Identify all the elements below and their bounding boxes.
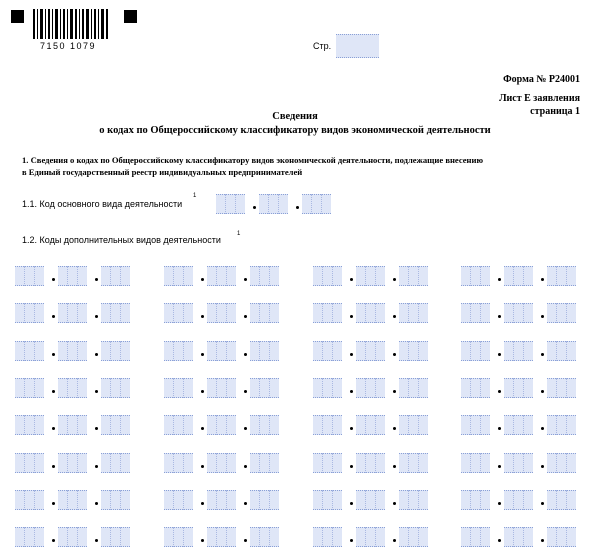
additional-code-field[interactable] bbox=[547, 453, 576, 473]
additional-code-field[interactable] bbox=[504, 303, 533, 323]
code-separator-dot bbox=[244, 427, 247, 430]
additional-code-field[interactable] bbox=[399, 266, 428, 286]
code-separator-dot bbox=[350, 353, 353, 356]
additional-code-field[interactable] bbox=[15, 378, 44, 398]
additional-code-field[interactable] bbox=[250, 453, 279, 473]
code-separator-dot bbox=[52, 390, 55, 393]
code-separator-dot bbox=[350, 502, 353, 505]
code-separator-dot bbox=[253, 206, 256, 209]
additional-code-field[interactable] bbox=[164, 527, 193, 547]
additional-code-field[interactable] bbox=[504, 341, 533, 361]
code-separator-dot bbox=[95, 278, 98, 281]
code-separator-dot bbox=[296, 206, 299, 209]
sheet-label: Лист Е заявления bbox=[499, 93, 580, 104]
main-activity-code-field-3[interactable] bbox=[302, 194, 331, 214]
code-separator-dot bbox=[52, 427, 55, 430]
additional-code-field[interactable] bbox=[164, 266, 193, 286]
additional-code-field[interactable] bbox=[461, 303, 490, 323]
code-separator-dot bbox=[244, 390, 247, 393]
code-separator-dot bbox=[498, 390, 501, 393]
additional-code-field[interactable] bbox=[547, 415, 576, 435]
code-separator-dot bbox=[393, 315, 396, 318]
additional-code-field[interactable] bbox=[461, 453, 490, 473]
additional-code-field[interactable] bbox=[547, 266, 576, 286]
additional-code-field[interactable] bbox=[58, 490, 87, 510]
additional-code-field[interactable] bbox=[250, 266, 279, 286]
barcode-number: 7150 1079 bbox=[40, 41, 97, 51]
code-separator-dot bbox=[498, 315, 501, 318]
additional-code-field[interactable] bbox=[58, 378, 87, 398]
code-separator-dot bbox=[393, 353, 396, 356]
code-separator-dot bbox=[52, 353, 55, 356]
additional-code-field[interactable] bbox=[164, 303, 193, 323]
additional-code-field[interactable] bbox=[313, 453, 342, 473]
code-separator-dot bbox=[498, 278, 501, 281]
additional-code-field[interactable] bbox=[504, 453, 533, 473]
page-label: Стр. bbox=[313, 41, 332, 51]
code-separator-dot bbox=[95, 465, 98, 468]
code-separator-dot bbox=[541, 278, 544, 281]
item-1-1-label: 1.1. Код основного вида деятельности bbox=[22, 199, 183, 209]
code-separator-dot bbox=[350, 465, 353, 468]
code-separator-dot bbox=[393, 390, 396, 393]
additional-code-field[interactable] bbox=[356, 453, 385, 473]
additional-code-field[interactable] bbox=[313, 378, 342, 398]
additional-code-field[interactable] bbox=[58, 341, 87, 361]
code-separator-dot bbox=[350, 278, 353, 281]
additional-code-field[interactable] bbox=[313, 341, 342, 361]
code-separator-dot bbox=[498, 502, 501, 505]
code-separator-dot bbox=[244, 315, 247, 318]
additional-code-field[interactable] bbox=[101, 453, 130, 473]
additional-code-field[interactable] bbox=[207, 266, 236, 286]
code-separator-dot bbox=[393, 465, 396, 468]
additional-code-field[interactable] bbox=[504, 378, 533, 398]
page-of-sheet: страница 1 bbox=[530, 106, 580, 117]
additional-code-field[interactable] bbox=[547, 341, 576, 361]
item-1-1-footnote: 1 bbox=[193, 193, 197, 199]
additional-code-field[interactable] bbox=[313, 415, 342, 435]
code-separator-dot bbox=[393, 427, 396, 430]
code-separator-dot bbox=[350, 539, 353, 542]
additional-code-field[interactable] bbox=[504, 415, 533, 435]
code-separator-dot bbox=[244, 353, 247, 356]
barcode bbox=[33, 9, 109, 39]
additional-code-field[interactable] bbox=[164, 378, 193, 398]
code-separator-dot bbox=[201, 502, 204, 505]
additional-code-field[interactable] bbox=[399, 415, 428, 435]
additional-code-field[interactable] bbox=[101, 415, 130, 435]
code-separator-dot bbox=[201, 353, 204, 356]
code-separator-dot bbox=[498, 465, 501, 468]
additional-code-field[interactable] bbox=[547, 527, 576, 547]
code-separator-dot bbox=[541, 539, 544, 542]
page-number-field[interactable] bbox=[336, 34, 379, 58]
corner-marker-right bbox=[124, 10, 137, 23]
code-separator-dot bbox=[95, 390, 98, 393]
additional-code-field[interactable] bbox=[399, 453, 428, 473]
additional-code-field[interactable] bbox=[207, 303, 236, 323]
additional-code-field[interactable] bbox=[207, 378, 236, 398]
code-separator-dot bbox=[350, 427, 353, 430]
code-separator-dot bbox=[244, 539, 247, 542]
item-1-2-label: 1.2. Коды дополнительных видов деятельности bbox=[22, 235, 221, 245]
additional-code-field[interactable] bbox=[15, 266, 44, 286]
additional-code-field[interactable] bbox=[356, 303, 385, 323]
code-separator-dot bbox=[350, 315, 353, 318]
additional-code-field[interactable] bbox=[461, 527, 490, 547]
additional-code-field[interactable] bbox=[504, 266, 533, 286]
additional-code-field[interactable] bbox=[461, 415, 490, 435]
code-separator-dot bbox=[201, 539, 204, 542]
additional-code-field[interactable] bbox=[207, 341, 236, 361]
code-separator-dot bbox=[498, 427, 501, 430]
additional-code-field[interactable] bbox=[313, 490, 342, 510]
additional-code-field[interactable] bbox=[15, 453, 44, 473]
code-separator-dot bbox=[393, 278, 396, 281]
additional-code-field[interactable] bbox=[15, 415, 44, 435]
additional-code-field[interactable] bbox=[58, 527, 87, 547]
additional-code-field[interactable] bbox=[399, 303, 428, 323]
code-separator-dot bbox=[244, 465, 247, 468]
additional-code-field[interactable] bbox=[164, 453, 193, 473]
additional-code-field[interactable] bbox=[461, 266, 490, 286]
additional-code-field[interactable] bbox=[504, 490, 533, 510]
additional-code-field[interactable] bbox=[399, 527, 428, 547]
additional-code-field[interactable] bbox=[101, 266, 130, 286]
additional-code-field[interactable] bbox=[207, 415, 236, 435]
main-activity-code-field-2[interactable] bbox=[259, 194, 288, 214]
additional-code-field[interactable] bbox=[399, 490, 428, 510]
additional-code-field[interactable] bbox=[461, 378, 490, 398]
code-separator-dot bbox=[541, 315, 544, 318]
additional-code-field[interactable] bbox=[164, 490, 193, 510]
additional-code-field[interactable] bbox=[547, 303, 576, 323]
code-separator-dot bbox=[52, 315, 55, 318]
code-separator-dot bbox=[95, 353, 98, 356]
additional-code-field[interactable] bbox=[356, 527, 385, 547]
code-separator-dot bbox=[498, 353, 501, 356]
title-line2: о кодах по Общероссийскому классификатору видов экономической деятельности bbox=[99, 125, 491, 136]
title-line1: Сведения bbox=[272, 111, 318, 122]
additional-code-field[interactable] bbox=[250, 378, 279, 398]
additional-code-field[interactable] bbox=[58, 303, 87, 323]
section1-text-line2: в Единый государственный реестр индивидуальных предпринимателей bbox=[22, 167, 303, 177]
item-1-2-footnote: 1 bbox=[237, 231, 241, 237]
additional-code-field[interactable] bbox=[101, 527, 130, 547]
additional-code-field[interactable] bbox=[250, 527, 279, 547]
main-activity-code-field-1[interactable] bbox=[216, 194, 245, 214]
additional-code-field[interactable] bbox=[356, 378, 385, 398]
additional-code-field[interactable] bbox=[15, 527, 44, 547]
section1-text-line1: 1. Сведения о кодах по Общероссийскому классификатору видов экономической деятельности, подлежащие внесению bbox=[22, 155, 484, 165]
additional-code-field[interactable] bbox=[250, 415, 279, 435]
additional-code-field[interactable] bbox=[164, 415, 193, 435]
code-separator-dot bbox=[541, 465, 544, 468]
additional-code-field[interactable] bbox=[15, 303, 44, 323]
additional-code-field[interactable] bbox=[250, 490, 279, 510]
additional-code-field[interactable] bbox=[207, 490, 236, 510]
code-separator-dot bbox=[95, 315, 98, 318]
additional-code-field[interactable] bbox=[461, 490, 490, 510]
additional-code-field[interactable] bbox=[356, 415, 385, 435]
code-separator-dot bbox=[498, 539, 501, 542]
corner-marker-left bbox=[11, 10, 24, 23]
additional-code-field[interactable] bbox=[313, 303, 342, 323]
code-separator-dot bbox=[201, 315, 204, 318]
form-number: Форма № Р24001 bbox=[503, 74, 580, 85]
code-separator-dot bbox=[201, 465, 204, 468]
additional-code-field[interactable] bbox=[313, 266, 342, 286]
code-separator-dot bbox=[244, 278, 247, 281]
code-separator-dot bbox=[541, 353, 544, 356]
code-separator-dot bbox=[541, 390, 544, 393]
additional-code-field[interactable] bbox=[207, 453, 236, 473]
code-separator-dot bbox=[541, 427, 544, 430]
additional-code-field[interactable] bbox=[101, 303, 130, 323]
additional-code-field[interactable] bbox=[547, 490, 576, 510]
additional-code-field[interactable] bbox=[58, 415, 87, 435]
code-separator-dot bbox=[201, 390, 204, 393]
code-separator-dot bbox=[541, 502, 544, 505]
additional-code-field[interactable] bbox=[164, 341, 193, 361]
additional-code-field[interactable] bbox=[461, 341, 490, 361]
code-separator-dot bbox=[244, 502, 247, 505]
additional-code-field[interactable] bbox=[250, 303, 279, 323]
code-separator-dot bbox=[201, 278, 204, 281]
code-separator-dot bbox=[393, 502, 396, 505]
additional-code-field[interactable] bbox=[250, 341, 279, 361]
code-separator-dot bbox=[95, 427, 98, 430]
code-separator-dot bbox=[201, 427, 204, 430]
additional-code-field[interactable] bbox=[356, 341, 385, 361]
code-separator-dot bbox=[393, 539, 396, 542]
code-separator-dot bbox=[52, 502, 55, 505]
additional-code-field[interactable] bbox=[399, 378, 428, 398]
additional-code-field[interactable] bbox=[58, 453, 87, 473]
additional-code-field[interactable] bbox=[207, 527, 236, 547]
additional-code-field[interactable] bbox=[58, 266, 87, 286]
additional-code-field[interactable] bbox=[356, 266, 385, 286]
additional-code-field[interactable] bbox=[101, 341, 130, 361]
code-separator-dot bbox=[52, 278, 55, 281]
additional-code-field[interactable] bbox=[399, 341, 428, 361]
additional-code-field[interactable] bbox=[504, 527, 533, 547]
additional-code-field[interactable] bbox=[356, 490, 385, 510]
additional-code-field[interactable] bbox=[15, 490, 44, 510]
code-separator-dot bbox=[52, 465, 55, 468]
additional-code-field[interactable] bbox=[101, 490, 130, 510]
additional-code-field[interactable] bbox=[547, 378, 576, 398]
code-separator-dot bbox=[95, 539, 98, 542]
code-separator-dot bbox=[350, 390, 353, 393]
additional-code-field[interactable] bbox=[15, 341, 44, 361]
code-separator-dot bbox=[95, 502, 98, 505]
code-separator-dot bbox=[52, 539, 55, 542]
additional-code-field[interactable] bbox=[313, 527, 342, 547]
additional-code-field[interactable] bbox=[101, 378, 130, 398]
